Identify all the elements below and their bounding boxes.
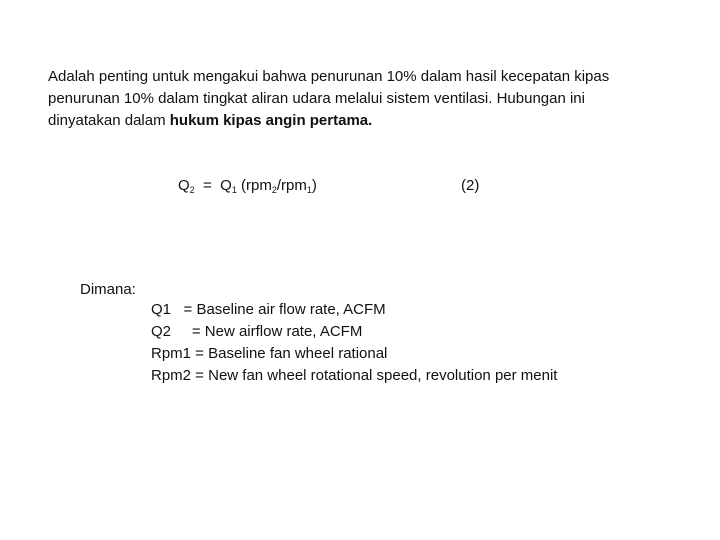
formula-rpm2-subscript: 2: [271, 185, 277, 195]
definition-rpm2: Rpm2 = New fan wheel rotational speed, revolution per menit: [151, 367, 558, 384]
formula-close: ): [311, 177, 317, 194]
definition-rpm1: Rpm1 = Baseline fan wheel rational: [151, 345, 388, 362]
fan-law-formula: [178, 176, 317, 196]
formula-q2: Q: [178, 177, 190, 194]
formula-q1: Q: [220, 177, 232, 194]
definition-q1: Q1 = Baseline air flow rate, ACFM: [151, 301, 386, 318]
intro-paragraph: [48, 66, 648, 132]
formula-rpm-open: (rpm: [241, 177, 272, 194]
formula-equals: =: [203, 177, 212, 194]
formula-q2-subscript: 2: [189, 185, 195, 195]
variable-definitions: [151, 299, 557, 387]
intro-bold-term: hukum kipas angin pertama.: [169, 112, 373, 129]
formula-rpm1-subscript: 1: [306, 185, 312, 195]
where-label: Dimana:: [80, 281, 136, 298]
formula-rpm-slash: /rpm: [276, 177, 307, 194]
intro-text: Adalah penting untuk mengakui bahwa penurunan 10% dalam hasil kecepatan kipas penurunan 10% dalam tingkat aliran udara melalui sistem ventilasi. Hubungan ini dinyatakan dalam: [48, 68, 610, 129]
formula-q1-subscript: 1: [231, 185, 237, 195]
equation-number: (2): [461, 177, 480, 194]
definition-q2: Q2 = New airflow rate, ACFM: [151, 323, 363, 340]
